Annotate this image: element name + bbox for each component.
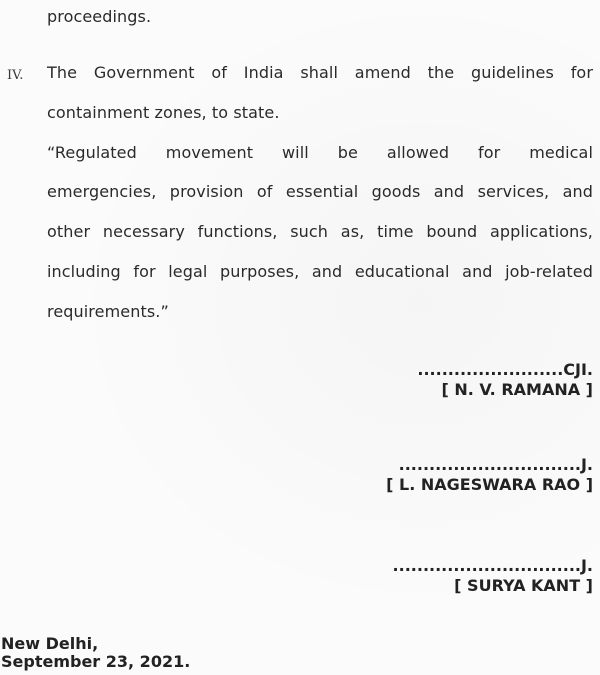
signature-name-kant: [ SURYA KANT ]: [454, 576, 593, 595]
signature-name-rao: [ L. NAGESWARA RAO ]: [386, 475, 593, 494]
item-line-1: The Government of India shall amend the guidelines for: [47, 63, 593, 82]
quote-line-4: including for legal purposes, and educational and job-related: [47, 262, 593, 281]
signature-name-ramana: [ N. V. RAMANA ]: [441, 380, 593, 399]
item-numeral: IV.: [7, 68, 24, 83]
quote-line-3: other necessary functions, such as, time bound applications,: [47, 222, 593, 241]
quote-line-1: “Regulated movement will be allowed for medical: [47, 143, 593, 162]
item-line-2: containment zones, to state.: [47, 103, 280, 122]
footer-place: New Delhi,: [1, 634, 99, 653]
paragraph-end-line: proceedings.: [47, 7, 152, 26]
quote-line-5: requirements.”: [47, 302, 169, 321]
signature-dots-j2: ...............................J.: [392, 556, 593, 575]
signature-dots-j1: ..............................J.: [398, 455, 593, 474]
footer-date: September 23, 2021.: [1, 652, 191, 671]
quote-line-2: emergencies, provision of essential goods and services, and: [47, 182, 593, 201]
signature-dots-cji: ........................CJI.: [417, 360, 593, 379]
